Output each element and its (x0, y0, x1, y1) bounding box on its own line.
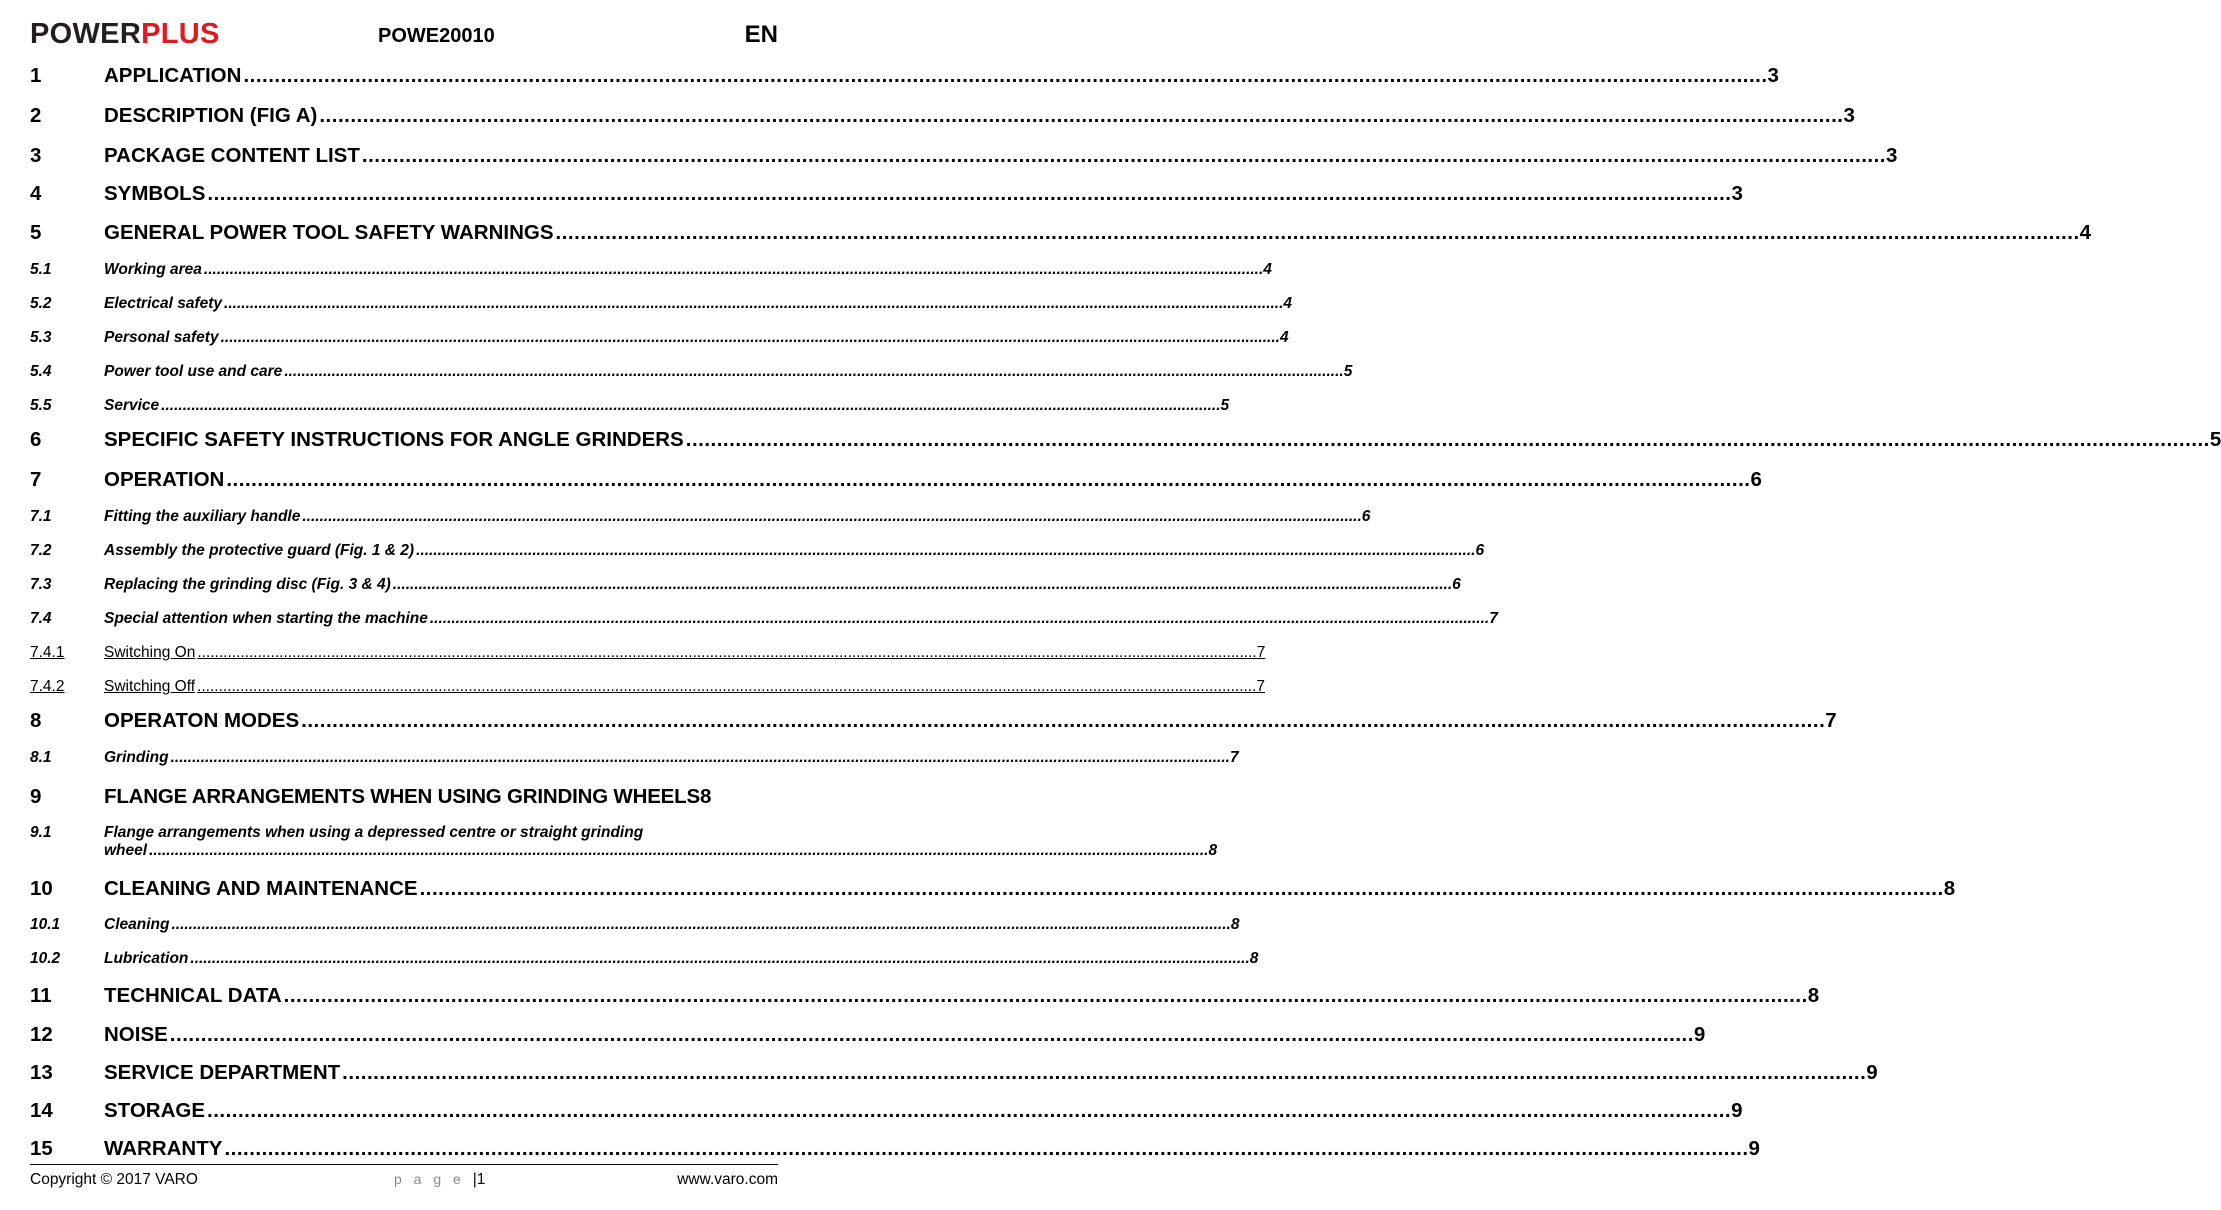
toc-entry[interactable]: 5.4 Power tool use and care ..... 5 (30, 363, 778, 381)
toc-entry[interactable]: 7.4.2 Switching Off ..... 7 (30, 678, 778, 696)
copyright-text: Copyright © 2017 VARO (30, 1171, 198, 1188)
toc-entry[interactable]: 4 SYMBOLS ..... 3 (30, 182, 778, 206)
toc-entry[interactable]: 7.4 Special attention when starting the machine ..... 7 (30, 610, 778, 628)
toc-entry[interactable]: 12 NOISE ..... 9 (30, 1023, 778, 1047)
toc-entry[interactable]: 5.2 Electrical safety ..... 4 (30, 295, 778, 313)
toc-entry[interactable]: 5 GENERAL POWER TOOL SAFETY WARNINGS ..... 4 (30, 221, 778, 245)
toc-entry[interactable]: 7.3 Replacing the grinding disc (Fig. 3 & 4) ..... 6 (30, 576, 778, 594)
toc-entry[interactable]: 9.1 Flange arrangements when using a depressed centre or straight grinding wheel ..... 8 (30, 824, 778, 860)
toc-entry[interactable]: 10 CLEANING AND MAINTENANCE ..... 8 (30, 877, 778, 901)
toc-entry[interactable]: 15 WARRANTY ..... 9 (30, 1137, 778, 1161)
toc-entry[interactable]: 7 OPERATION ..... 6 (30, 468, 778, 492)
brand-logo: POWERPLUS (30, 18, 220, 50)
toc-entry[interactable]: 7.1 Fitting the auxiliary handle ..... 6 (30, 508, 778, 526)
toc-entry[interactable]: 11 TECHNICAL DATA ..... 8 (30, 984, 778, 1008)
toc-entry[interactable]: 5.3 Personal safety ..... 4 (30, 329, 778, 347)
toc-entry[interactable]: 10.2 Lubrication ..... 8 (30, 950, 778, 968)
model-number: POWE20010 (378, 25, 495, 47)
page-indicator: p a g e |1 (394, 1171, 486, 1188)
toc-entry[interactable]: 10.1 Cleaning ..... 8 (30, 916, 778, 934)
page-header (30, 18, 778, 52)
toc-entry[interactable]: 5.5 Service ..... 5 (30, 397, 778, 415)
toc-entry[interactable]: 13 SERVICE DEPARTMENT ..... 9 (30, 1061, 778, 1085)
language-code: EN (744, 21, 778, 48)
toc-entry[interactable]: 5.1 Working area ..... 4 (30, 261, 778, 279)
toc-entry[interactable]: 9 FLANGE ARRANGEMENTS WHEN USING GRINDING WHEELS 8 (30, 785, 712, 808)
toc-entry[interactable]: 8 OPERATON MODES ..... 7 (30, 709, 778, 733)
website-link[interactable]: www.varo.com (677, 1171, 778, 1188)
toc-entry[interactable]: 8.1 Grinding ..... 7 (30, 749, 778, 767)
toc-entry[interactable]: 1 APPLICATION ..... 3 (30, 64, 778, 88)
toc-entry[interactable]: 7.4.1 Switching On ..... 7 (30, 644, 778, 662)
toc-entry[interactable]: 14 STORAGE ..... 9 (30, 1099, 778, 1123)
toc-entry[interactable]: 7.2 Assembly the protective guard (Fig. 1 & 2) ..... 6 (30, 542, 778, 560)
toc-entry[interactable]: 2 DESCRIPTION (FIG A) ..... 3 (30, 104, 778, 128)
toc-entry[interactable]: 3 PACKAGE CONTENT LIST ..... 3 (30, 144, 778, 168)
page-footer (30, 1164, 778, 1195)
toc-entry[interactable]: 6 SPECIFIC SAFETY INSTRUCTIONS FOR ANGLE GRINDERS ..... 5 (30, 428, 778, 452)
